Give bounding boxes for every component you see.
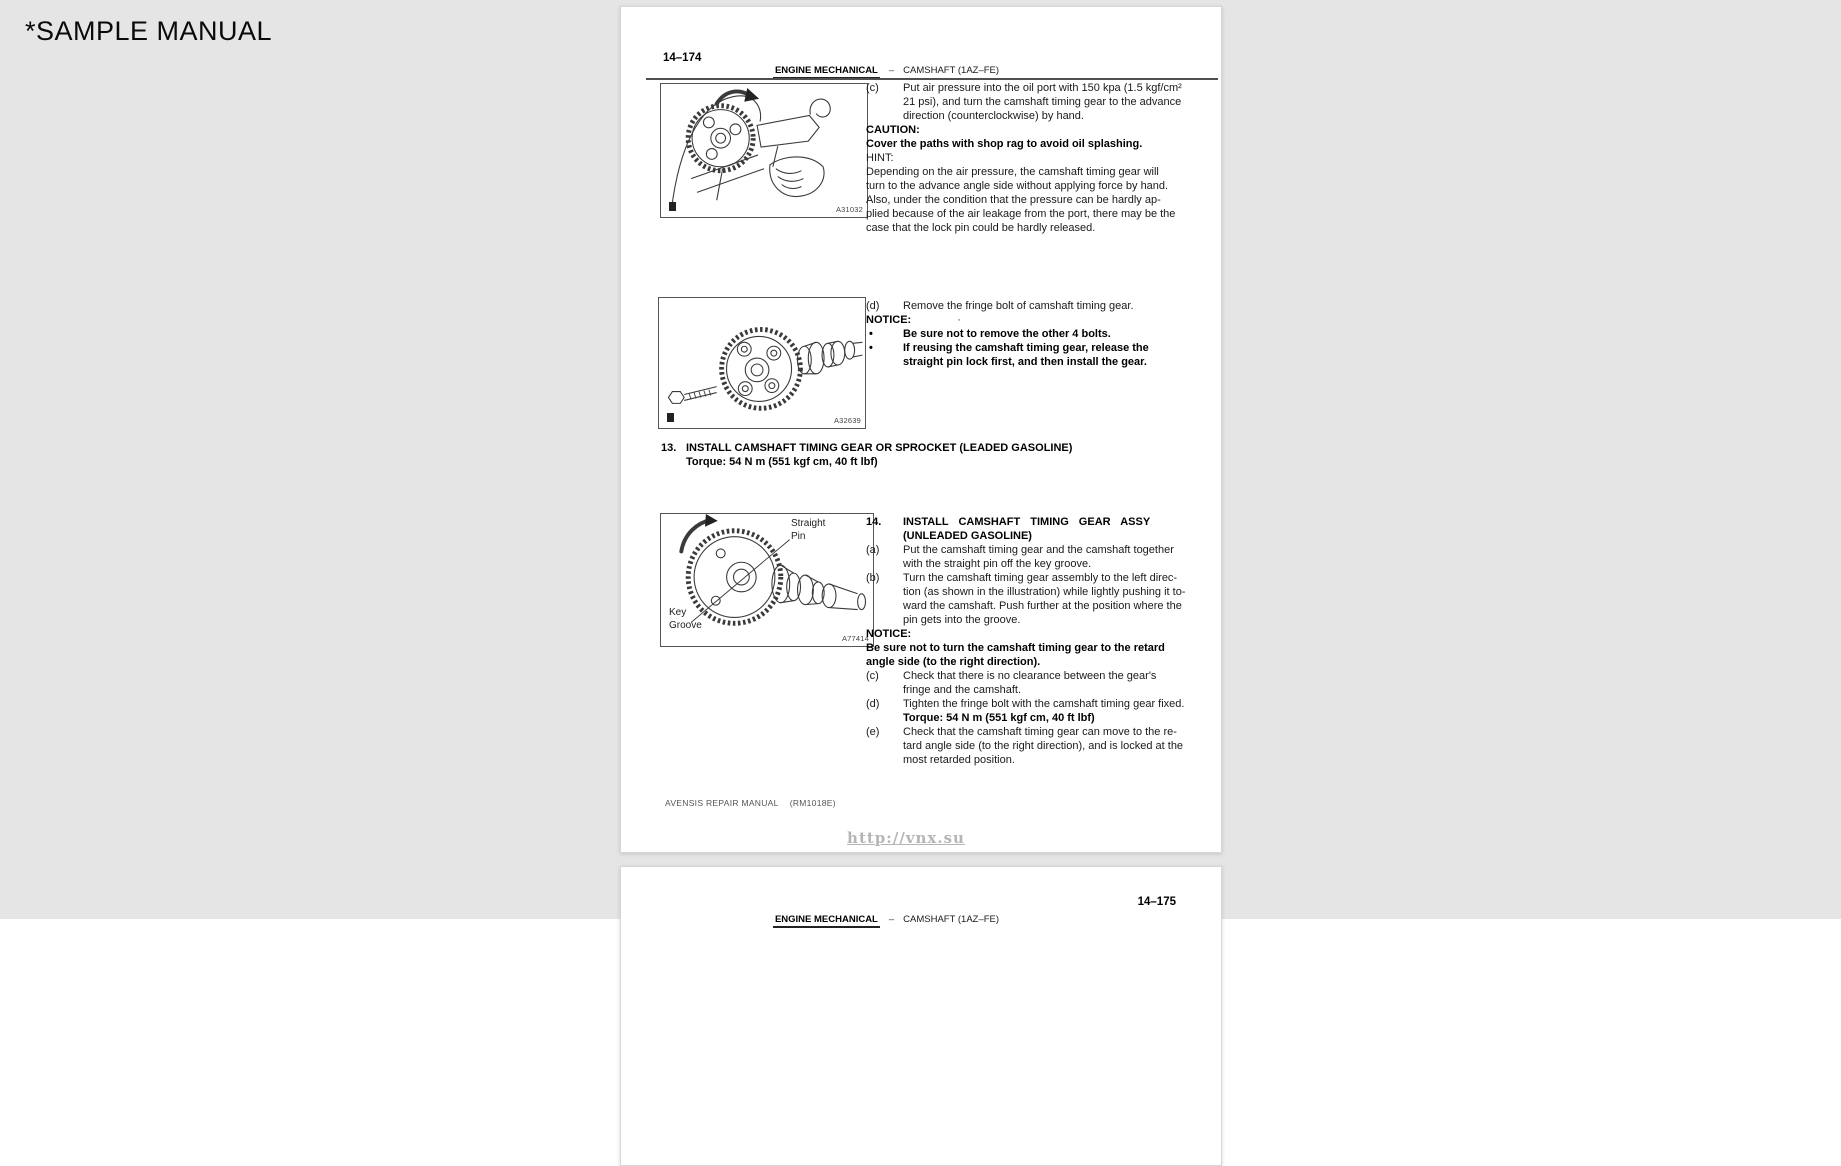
page-number: 14–175 [1137,896,1176,908]
air-gun-hook [810,99,830,117]
step-marker: (d) [866,698,880,710]
figure-code: A31032 [835,205,863,214]
step-d-block [866,299,1206,369]
bullet-icon: • [869,328,873,340]
caution-label: CAUTION: [866,124,920,136]
step-13-block [661,441,1211,469]
stamp-icon [669,202,676,211]
hint-text: Depending on the air pressure, the camshaft timing gear will turn to the advance angle side without applying force by hand. Also, under the condition that the pressure can be hardly ap- plied because of the air leakage from the port, there may be the case that the lock pin could be hardly released. [866,166,1176,234]
step-14d-torque: Torque: 54 N m (551 kgf cm, 40 ft lbf) [903,712,1095,724]
exploded-view-line-art [659,298,865,428]
notice-label: NOTICE: [866,628,912,640]
figure-exploded-view [658,297,866,429]
sprocket-teeth [688,531,781,624]
step-marker: (c) [866,82,879,94]
step-14a-text: Put the camshaft timing gear and the camshaft together with the straight pin off the key groove. [903,544,1174,570]
step-marker: (e) [866,726,880,738]
step-13-torque: Torque: 54 N m (551 kgf cm, 40 ft lbf) [686,456,878,468]
timing-gear-teeth [722,330,801,409]
step-c-block [866,81,1206,235]
step-d-text: Remove the fringe bolt of camshaft timing gear. [903,300,1134,312]
section-separator: – [888,65,895,76]
figure-air-pressure [660,83,868,218]
document-page-175 [620,866,1222,1166]
manual-code: (RM1018E) [789,798,836,808]
bullet-icon: • [869,342,873,354]
stray-dot: · [957,314,961,326]
page-number: 14–174 [663,52,702,64]
step-14c-text: Check that there is no clearance between the gear's fringe and the camshaft. [903,670,1157,696]
step-marker: (c) [866,670,879,682]
step-13-title: INSTALL CAMSHAFT TIMING GEAR OR SPROCKET (LEADED GASOLINE) [686,442,1073,454]
air-gun-body [757,116,819,148]
subsection-title: CAMSHAFT (1AZ–FE) [903,65,1000,76]
header-rule [646,78,1218,80]
air-pressure-line-art [661,84,867,217]
straight-pin-label: Straight Pin [791,518,826,542]
notice-bullet-1: Be sure not to remove the other 4 bolts. [903,328,1111,340]
step-14-title: INSTALL CAMSHAFT TIMING GEAR ASSY (UNLEADED GASOLINE) [903,516,1151,542]
section-title: ENGINE MECHANICAL [773,914,880,928]
watermark-url: http://vnx.su [847,829,965,847]
step-marker: (b) [866,572,880,584]
figure-code: A77414 [841,634,869,643]
section-title: ENGINE MECHANICAL [773,65,880,79]
step-marker: (d) [866,300,880,312]
step-c-text: Put air pressure into the oil port with 150 kpa (1.5 kgf/cm² 21 psi), and turn the camshaft timing gear to the advance direction (counterclockwise) by hand. [903,82,1182,122]
notice-bullet-2: If reusing the camshaft timing gear, release the straight pin lock first, and then install the gear. [903,342,1149,368]
figure-code: A32639 [833,416,861,425]
section-separator: – [888,914,895,925]
page-footer [665,798,836,808]
step-14b-text: Turn the camshaft timing gear assembly to the left direc- tion (as shown in the illustration) while lightly pushing it to- ward the camshaft. Push further at the position where the pin gets into the groove. [903,572,1186,626]
step-number: 13. [661,442,677,454]
step-14-block [866,515,1206,767]
document-page-174 [620,6,1222,853]
hint-label: HINT: [866,152,894,164]
notice-label: NOTICE: [866,314,912,326]
subsection-title: CAMSHAFT (1AZ–FE) [903,914,1000,925]
manual-name: AVENSIS REPAIR MANUAL [665,798,779,808]
ccw-arrow-icon [717,91,750,103]
figure-timing-gear [660,513,874,647]
stamp-icon [667,413,674,422]
step-14d-text: Tighten the fringe bolt with the camshaft timing gear fixed. [903,698,1185,710]
step-marker: (a) [866,544,880,556]
timing-gear-teeth [688,106,753,171]
fringe-bolt-head [668,392,684,404]
notice-text: Be sure not to turn the camshaft timing gear to the retard angle side (to the right direction). [866,642,1165,668]
fringe-bolt-shaft [684,387,717,401]
caution-text: Cover the paths with shop rag to avoid oil splashing. [866,138,1143,150]
sample-manual-label: *SAMPLE MANUAL [25,16,273,46]
section-header [646,914,1126,925]
key-groove-label: Key Groove [669,607,702,631]
section-header [646,65,1126,76]
step-14e-text: Check that the camshaft timing gear can move to the re- tard angle side (to the right direction), and is locked at the most retarded position. [903,726,1184,766]
step-number: 14. [866,516,882,528]
